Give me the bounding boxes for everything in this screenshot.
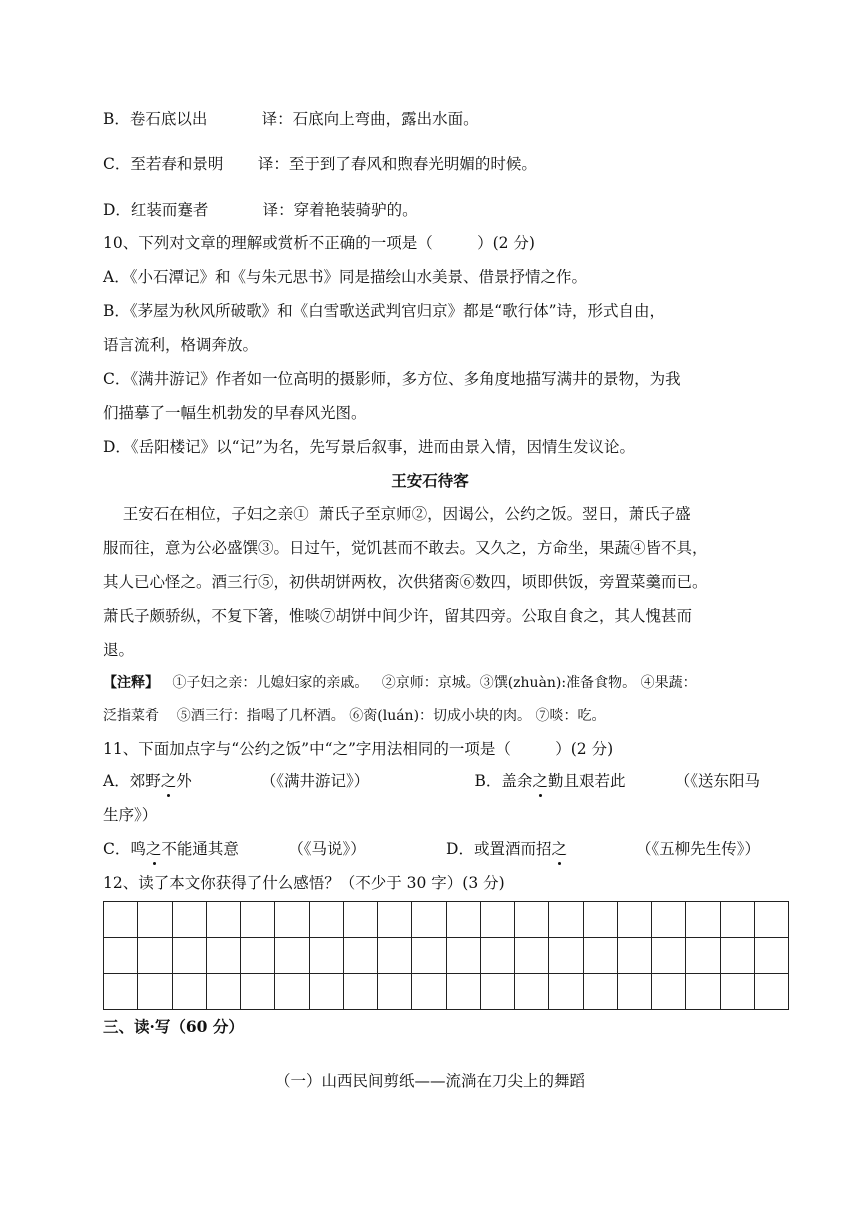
answer-grid-cell[interactable]	[412, 974, 446, 1010]
q11-option-c: C．鸣之不能通其意 （《马说》）	[103, 840, 366, 858]
answer-grid-cell[interactable]	[686, 974, 720, 1010]
answer-grid-cell[interactable]	[515, 902, 549, 938]
answer-grid-cell[interactable]	[344, 938, 378, 974]
answer-grid-cell[interactable]	[721, 902, 755, 938]
answer-grid-cell[interactable]	[310, 902, 344, 938]
passage-line: 退。	[103, 641, 135, 659]
answer-grid-cell[interactable]	[515, 974, 549, 1010]
answer-grid-cell[interactable]	[412, 902, 446, 938]
answer-grid-cell[interactable]	[275, 974, 309, 1010]
answer-grid-cell[interactable]	[481, 974, 515, 1010]
q9-option-b: B．卷石底以出 译：石底向上弯曲，露出水面。	[103, 110, 479, 128]
answer-grid-cell[interactable]	[241, 938, 275, 974]
answer-grid-cell[interactable]	[138, 974, 172, 1010]
notes-text: ①子妇之亲：儿媳妇家的亲戚。 ②京师：京城。③馔(zhuàn):准备食物。 ④果蔬：	[159, 675, 697, 691]
answer-grid-cell[interactable]	[549, 938, 583, 974]
answer-grid-cell[interactable]	[686, 902, 720, 938]
q11-option-b-source-cont: 生序》）	[103, 806, 158, 824]
answer-grid-cell[interactable]	[549, 974, 583, 1010]
answer-grid-cell[interactable]	[378, 974, 412, 1010]
answer-grid-cell[interactable]	[207, 902, 241, 938]
answer-grid-cell[interactable]	[721, 938, 755, 974]
answer-grid-cell[interactable]	[344, 974, 378, 1010]
notes-line: 泛指菜肴 ⑤酒三行：指喝了几杯酒。 ⑥脔(luán)：切成小块的肉。 ⑦啖：吃。	[103, 708, 606, 724]
q11-row-cd	[103, 838, 760, 860]
q11-stem: 11、下面加点字与“公约之饭”中“之”字用法相同的一项是（ ）(2 分)	[103, 740, 614, 758]
passage-line: 服而往，意为公必盛馔③。日过午，觉饥甚而不敢去。又久之，方命坐，果蔬④皆不具，	[103, 539, 708, 557]
answer-grid-cell[interactable]	[447, 974, 481, 1010]
answer-grid-cell[interactable]	[652, 938, 686, 974]
answer-grid-cell[interactable]	[584, 938, 618, 974]
answer-grid-cell[interactable]	[275, 902, 309, 938]
answer-grid-cell[interactable]	[241, 902, 275, 938]
q10-option-c-cont: 们描摹了一幅生机勃发的早春风光图。	[103, 404, 367, 422]
q11-option-a: A．郊野之外 （《满井游记》）	[103, 772, 370, 790]
answer-grid-cell[interactable]	[652, 902, 686, 938]
q11-option-b: B．盖余之勤且艰若此 （《送东阳马	[474, 772, 760, 790]
answer-grid-cell[interactable]	[721, 974, 755, 1010]
answer-grid-cell[interactable]	[584, 902, 618, 938]
q10-option-c: C．《满井游记》作者如一位高明的摄影师，多方位、多角度地描写满井的景物，为我	[103, 370, 681, 388]
answer-grid-cell[interactable]	[755, 902, 789, 938]
answer-grid-cell[interactable]	[412, 938, 446, 974]
answer-grid-cell[interactable]	[138, 902, 172, 938]
answer-grid[interactable]	[103, 901, 789, 1010]
answer-grid-cell[interactable]	[686, 938, 720, 974]
q12-stem: 12、读了本文你获得了什么感悟？（不少于 30 字）(3 分)	[103, 874, 505, 892]
answer-grid-cell[interactable]	[310, 938, 344, 974]
answer-grid-cell[interactable]	[378, 902, 412, 938]
q11-option-d: D．或置酒而招之 （《五柳先生传》）	[446, 840, 760, 858]
answer-grid-cell[interactable]	[104, 974, 138, 1010]
notes-line	[103, 672, 697, 694]
q10-stem: 10、下列对文章的理解或赏析不正确的一项是（ ）(2 分)	[103, 234, 535, 252]
answer-grid-cell[interactable]	[618, 902, 652, 938]
answer-grid-cell[interactable]	[584, 974, 618, 1010]
answer-grid-cell[interactable]	[447, 938, 481, 974]
answer-grid-cell[interactable]	[549, 902, 583, 938]
answer-grid-cell[interactable]	[378, 938, 412, 974]
section-heading: 三、读·写（60 分）	[103, 1017, 244, 1036]
passage-line: 其人已心怪之。酒三行⑤，初供胡饼两枚，次供猪脔⑥数四，顷即供饭，旁置菜羹而已。	[103, 573, 708, 591]
answer-grid-cell[interactable]	[104, 938, 138, 974]
answer-grid-cell[interactable]	[207, 938, 241, 974]
answer-grid-cell[interactable]	[652, 974, 686, 1010]
answer-grid-cell[interactable]	[481, 938, 515, 974]
section-subheading: （一）山西民间剪纸——流淌在刀尖上的舞蹈	[274, 1072, 585, 1090]
q10-option-a: A．《小石潭记》和《与朱元思书》同是描绘山水美景、借景抒情之作。	[103, 268, 587, 286]
answer-grid-cell[interactable]	[173, 902, 207, 938]
q10-option-b: B．《茅屋为秋风所破歌》和《白雪歌送武判官归京》都是“歌行体”诗，形式自由，	[103, 302, 665, 320]
answer-grid-cell[interactable]	[104, 902, 138, 938]
answer-grid-cell[interactable]	[755, 974, 789, 1010]
passage-title: 王安石待客	[391, 471, 469, 490]
answer-grid-cell[interactable]	[515, 938, 549, 974]
passage-line: 王安石在相位，子妇之亲① 萧氏子至京师②，因谒公，公约之饭。翌日，萧氏子盛	[103, 505, 691, 523]
answer-grid-cell[interactable]	[310, 974, 344, 1010]
answer-grid-cell[interactable]	[344, 902, 378, 938]
answer-grid-cell[interactable]	[755, 938, 789, 974]
answer-grid-cell[interactable]	[173, 938, 207, 974]
answer-grid-cell[interactable]	[275, 938, 309, 974]
answer-grid-cell[interactable]	[447, 902, 481, 938]
answer-grid-cell[interactable]	[138, 938, 172, 974]
answer-grid-cell[interactable]	[618, 974, 652, 1010]
notes-label: 【注释】	[103, 675, 159, 691]
q10-option-b-cont: 语言流利，格调奔放。	[103, 336, 259, 354]
q9-option-c: C．至若春和景明 译：至于到了春风和煦春光明媚的时候。	[103, 155, 537, 173]
passage-line: 萧氏子颇骄纵，不复下箸，惟啖⑦胡饼中间少许，留其四旁。公取自食之，其人愧甚而	[103, 607, 693, 625]
answer-grid-cell[interactable]	[618, 938, 652, 974]
q10-option-d: D．《岳阳楼记》以“记”为名，先写景后叙事，进而由景入情，因情生发议论。	[103, 438, 636, 456]
answer-grid-cell[interactable]	[481, 902, 515, 938]
answer-grid-cell[interactable]	[241, 974, 275, 1010]
answer-grid-cell[interactable]	[173, 974, 207, 1010]
answer-grid-cell[interactable]	[207, 974, 241, 1010]
q9-option-d: D．红装而蹇者 译：穿着艳装骑驴的。	[103, 201, 418, 219]
q11-row-ab	[103, 770, 760, 792]
